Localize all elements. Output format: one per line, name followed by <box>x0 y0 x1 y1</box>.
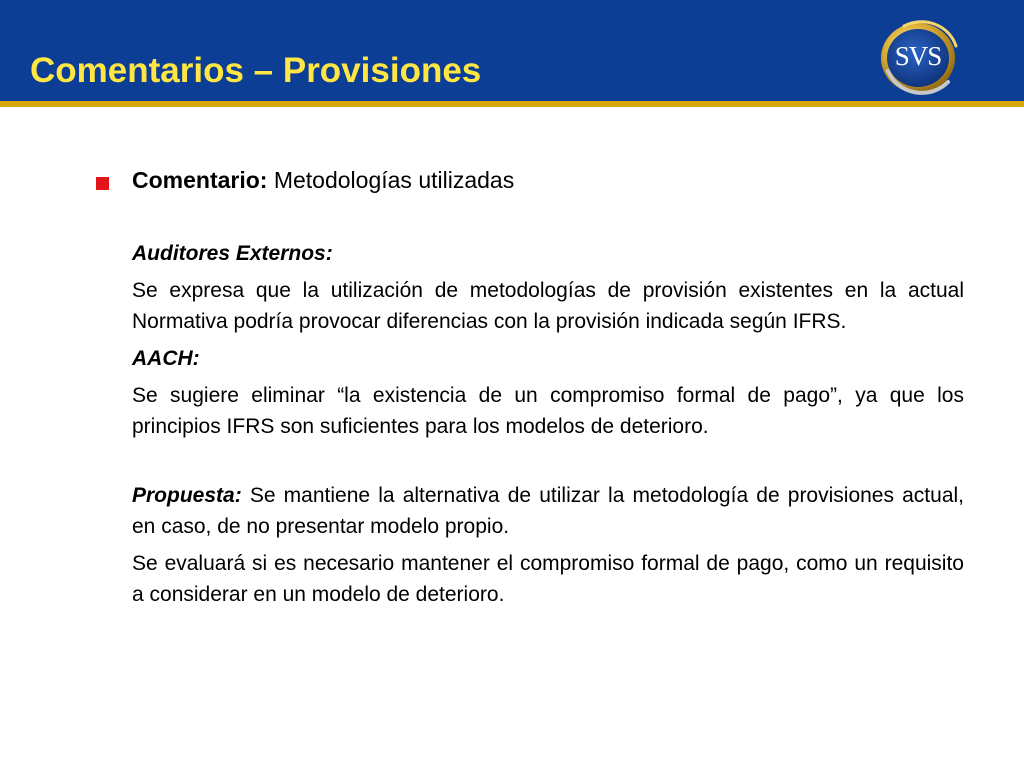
proposal-followup: Se evaluará si es necesario mantener el compromiso formal de pago, como un requisito a considerar en un modelo de deterioro. <box>132 552 964 606</box>
section-text-aach: Se sugiere eliminar “la existencia de un compromiso formal de pago”, ya que los principios IFRS son suficientes para los modelos de deterioro. <box>132 384 964 438</box>
section-text-auditores: Se expresa que la utilización de metodologías de provisión existentes en la actual Normativa podría provocar diferencias con la provisión indicada según IFRS. <box>132 279 964 333</box>
proposal-text: Se mantiene la alternativa de utilizar la metodología de provisiones actual, en caso, de no presentar modelo propio. <box>132 484 964 538</box>
comment-value: Metodologías utilizadas <box>273 167 515 193</box>
comment-line <box>132 162 964 198</box>
svs-logo-text: SVS <box>894 41 942 71</box>
proposal-paragraph <box>132 480 964 542</box>
header-divider <box>0 101 1024 107</box>
square-bullet-icon <box>96 177 109 190</box>
proposal-label: Propuesta: <box>132 484 242 507</box>
slide-title: Comentarios – Provisiones <box>30 51 482 90</box>
section-heading-auditores: Auditores Externos: <box>132 242 333 265</box>
section-heading-aach: AACH: <box>132 347 200 370</box>
slide-body <box>132 162 964 616</box>
comment-label: Comentario: <box>132 167 268 193</box>
svs-logo <box>876 16 962 98</box>
slide-header <box>0 0 1024 101</box>
